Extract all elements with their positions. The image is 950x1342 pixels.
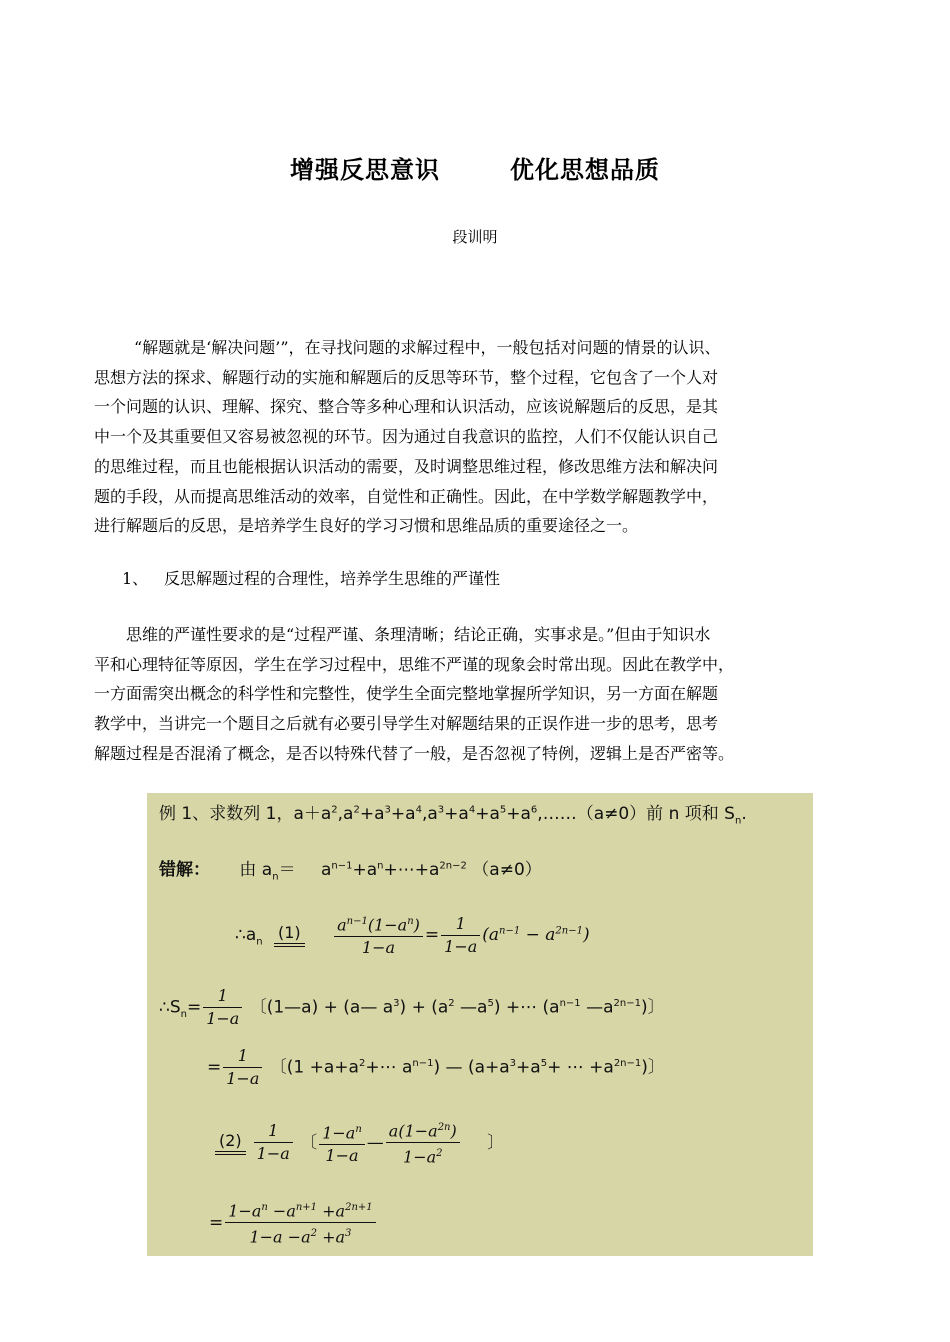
intro-line: 一个问题的认识、理解、探究、整合等多种心理和认识活动，应该说解题后的反思，是其 <box>94 397 719 417</box>
intro-line: 思想方法的探求、解题行动的实施和解题后的反思等环节，整个过程，它包含了一个人对 <box>94 367 719 387</box>
section-heading <box>122 566 500 589</box>
example-problem: 例 1、求数列 1，$a+a^2,a^2+a^3+a^4,a^3+a^4+a^5+a^6,\dots\dots(a\ne 0)$前 n 项和 $S_n$. <box>159 804 747 827</box>
therefore-symbol: ∴ <box>235 925 246 946</box>
author: 段训明 <box>452 228 498 246</box>
title-part-2: 优化思想品质 <box>510 156 660 184</box>
step-an-formula: $\therefore a_n$ (1) $\frac{a^{n-1}(1-a^n)}{1-a}$ = $\frac{1}{1-a}$ $(a^{n-1} - a^{2n-1})$ <box>235 911 590 959</box>
step-sn-1: $\therefore S_n=$ $\frac{1}{1-a}$ 〔(1—a) + (a— $a^3) + (a^2$ $—a^5$) +⋯ ($a^{n-1}$ $—a^{2n-1}$)〕 <box>159 986 665 1028</box>
intro-line: 中一个及其重要但又容易被忽视的环节。因为通过自我意识的监控，人们不仅能认识自己 <box>94 427 719 447</box>
equation-label-1: (1) <box>274 923 305 947</box>
section1-line: 平和心理特征等原因，学生在学习过程中，思维不严谨的现象会时常出现。因此在教学中， <box>94 654 735 674</box>
wrong-solution-start: 错解： 由 $a_n=$ $a^{n-1}+a^n+\cdots+a^{2n-2}$ （a≠0） <box>159 860 542 883</box>
section1-line: 教学中，当讲完一个题目之后就有必要引导学生对解题结果的正误作进一步的思考，思考 <box>94 714 719 734</box>
example-tail: （a≠0）前 n 项和 S <box>576 804 735 824</box>
intro-line: 题的手段，从而提高思维活动的效率，自觉性和正确性。因此，在中学数学解题教学中， <box>94 486 719 506</box>
intro-paragraph <box>94 333 884 541</box>
section1-line: 思维的严谨性要求的是“过程严谨、条理清晰；结论正确，实事求是。”但由于知识水 <box>126 625 711 644</box>
example-prefix: 例 1、求数列 1，a＋a <box>159 804 332 824</box>
section1-line: 一方面需突出概念的科学性和完整性，使学生全面完整地掌握所学知识，另一方面在解题 <box>94 684 719 704</box>
intro-line: “解题就是‘解决问题’”，在寻找问题的求解过程中，一般包括对问题的情景的认识、 <box>134 338 721 357</box>
wrong-label: 错解： <box>159 860 210 880</box>
section-title: 反思解题过程的合理性，培养学生思维的严谨性 <box>164 569 501 588</box>
intro-line: 进行解题后的反思，是培养学生良好的学习习惯和思维品质的重要途径之一。 <box>94 516 639 536</box>
step-sn-3: (2) $\frac{1}{1-a}$ 〔 $\frac{1-a^n}{1-a}$ — $\frac{a(1-a^{2n})}{1-a^2}$ 〕 <box>209 1117 504 1169</box>
example-box <box>147 793 813 1256</box>
given-tail: （a≠0） <box>472 860 542 880</box>
equation-label-2: (2) <box>215 1131 246 1155</box>
intro-line: 的思维过程，而且也能根据认识活动的需要，及时调整思维过程，修改思维方法和解决问 <box>94 456 719 476</box>
section1-line: 解题过程是否混淆了概念，是否以特殊代替了一般，是否忽视了特例，逻辑上是否严密等。 <box>94 743 735 763</box>
section-number: 1、 <box>122 569 149 588</box>
given-text: 由 a <box>239 860 273 880</box>
section1-paragraph <box>94 620 884 769</box>
title-part-1: 增强反思意识 <box>290 156 440 184</box>
step-sn-4: = $\frac{1-a^n -a^{n+1} +a^{2n+1}}{1-a -a^2 +a^3}$ <box>209 1197 378 1249</box>
step-sn-2: = $\frac{1}{1-a}$ 〔($1 +a+a^2+\cdots$ $a^{n-1}$) — ($a+a^3+a^5+$ ⋯ $+a^{2n-1}$)〕 <box>207 1046 665 1088</box>
page-title <box>0 150 950 185</box>
